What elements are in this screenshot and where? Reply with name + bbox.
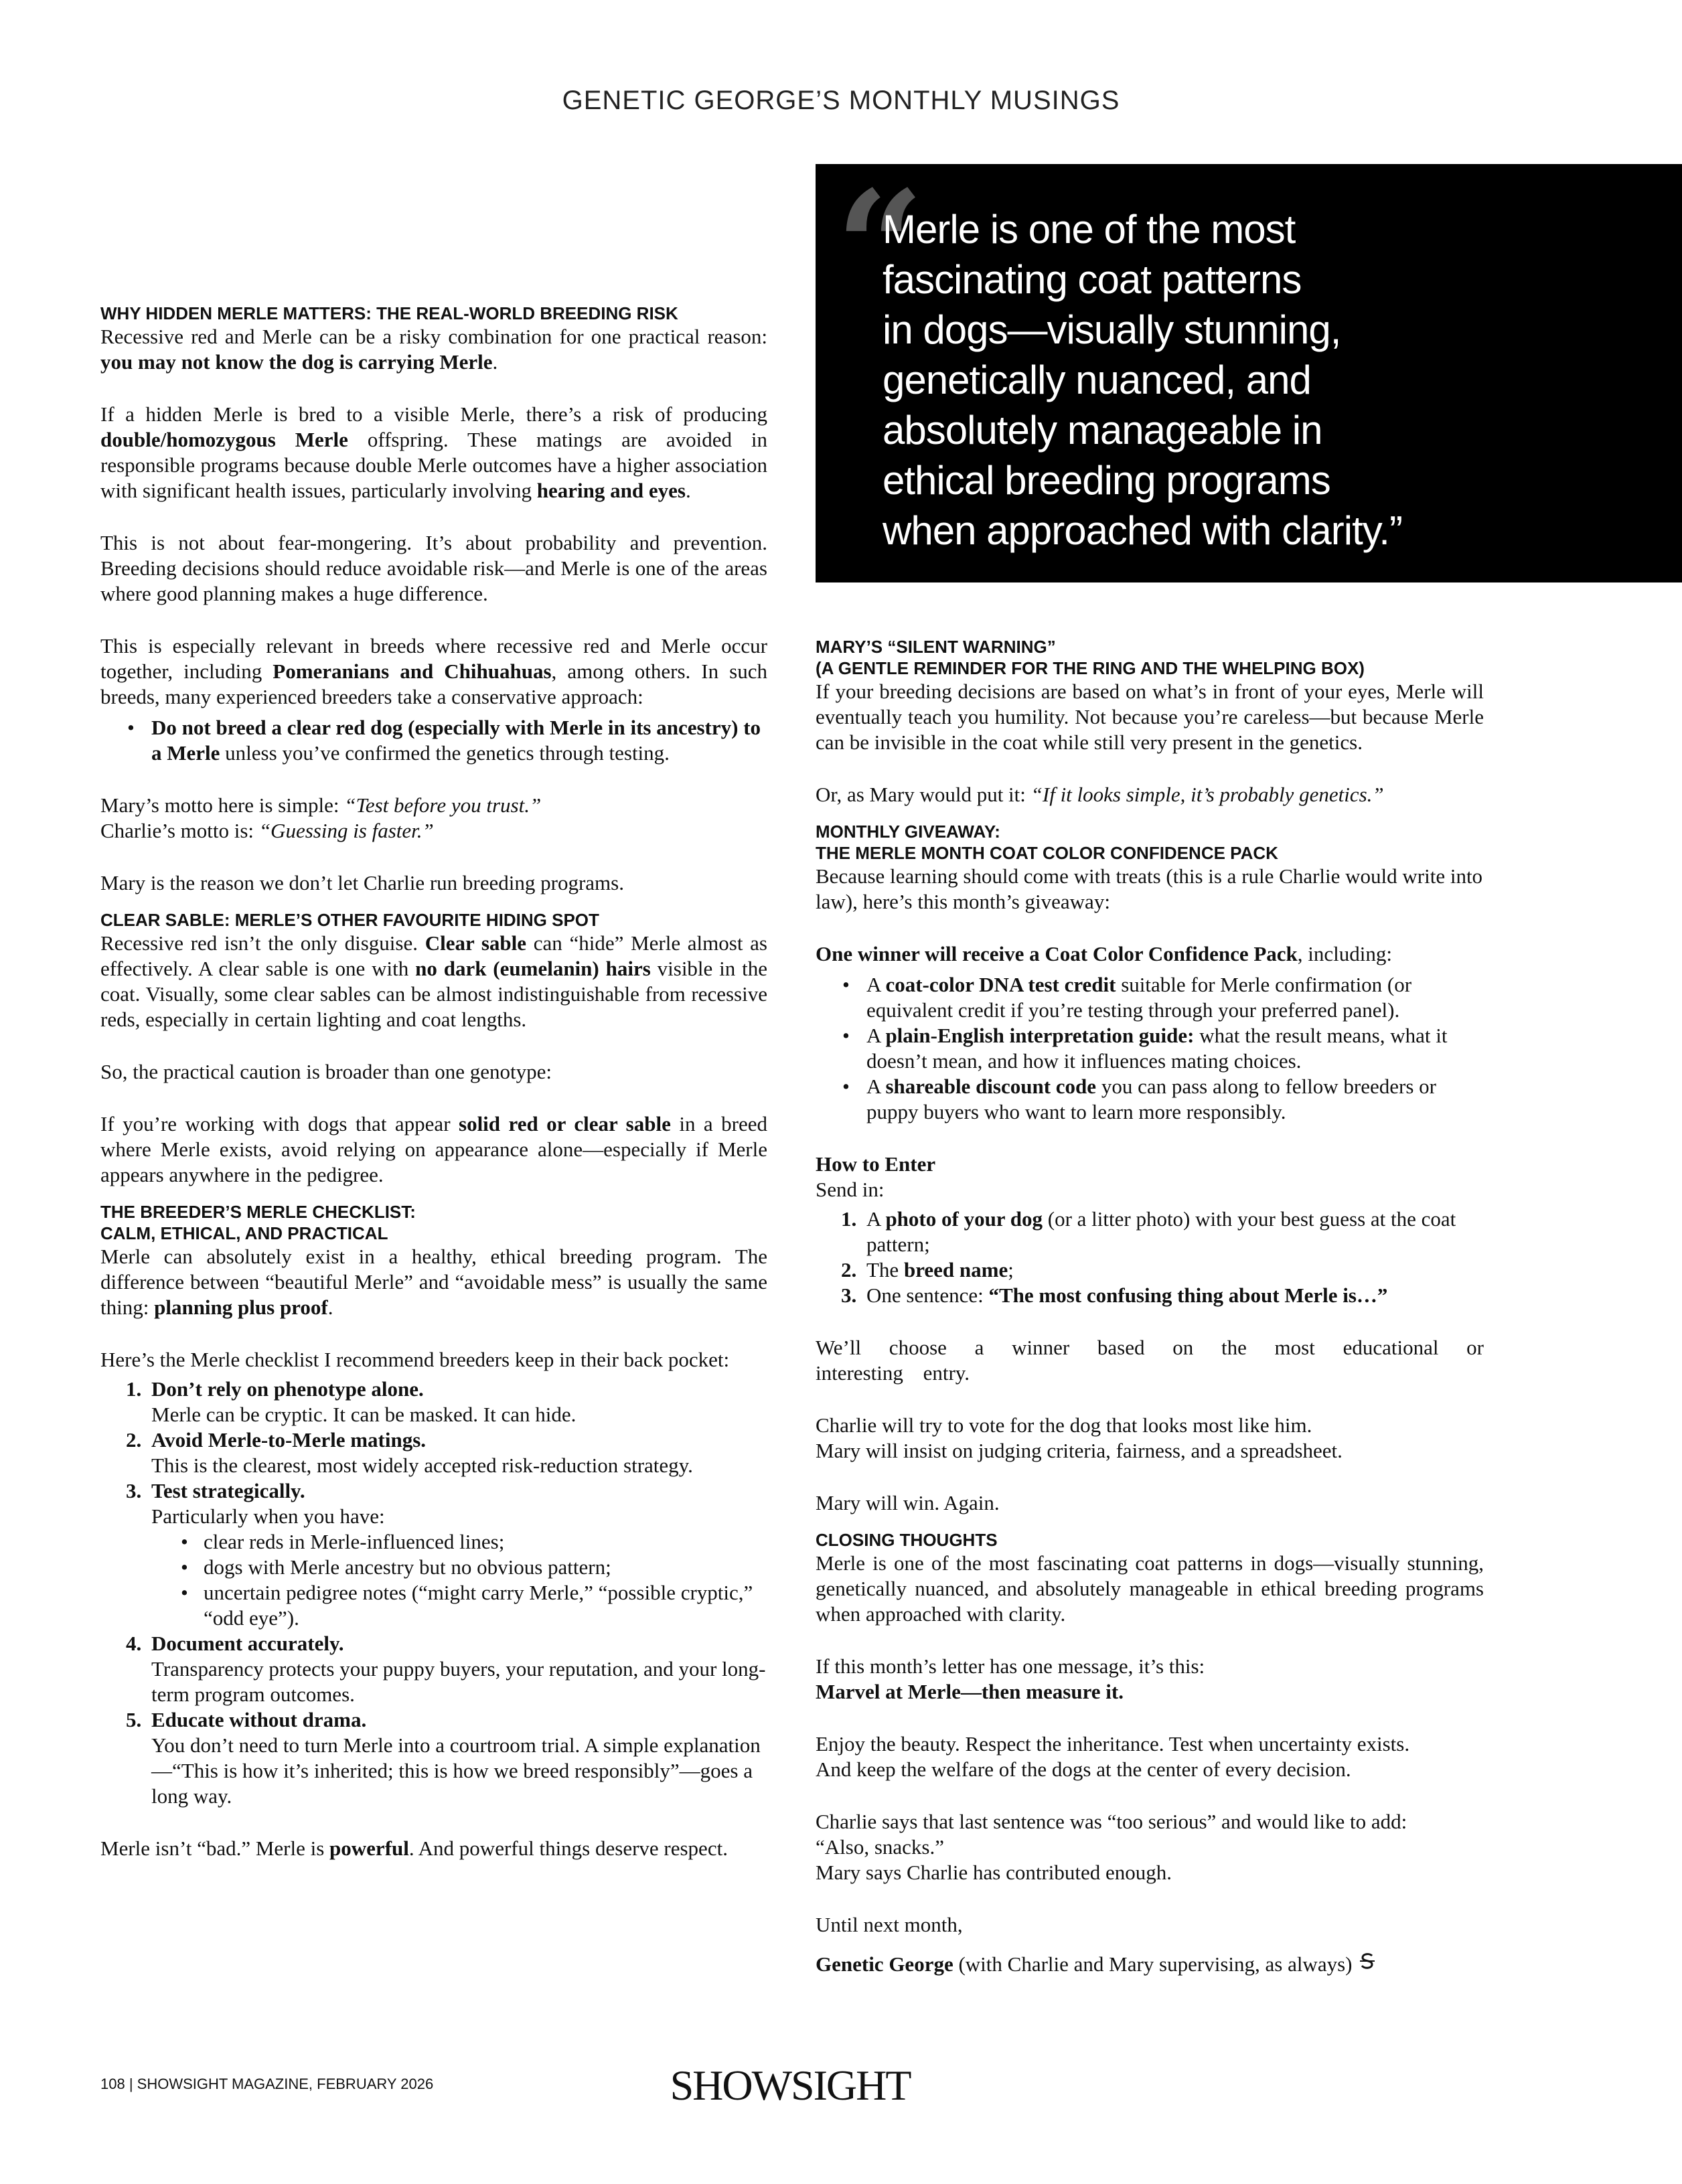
list-item: 1. A photo of your dog (or a litter photo) with your best guess at the coat pattern; [841, 1207, 1456, 1256]
pull-quote-line: Merle is one of the most [883, 207, 1296, 252]
list-item: 3. Test strategically. Particularly when you have: • clear reds in Merle-influenced lines; • dogs with Merle ancestry but no obvious pattern; • uncertain pedigree notes (“might carry Merle,” “possible cryptic,” “odd eye”). [151, 1478, 767, 1631]
test-conditions-list [151, 1529, 767, 1631]
list-item: 3. One sentence: “The most confusing thing about Merle is…” [841, 1283, 1388, 1307]
paragraph: If your breeding decisions are based on what’s in front of your eyes, Merle will eventually teach you humility. Not because you’re careless—but because Merle can be invisible in the coat while still very present in the genetics. [816, 680, 1484, 754]
paragraph: Marvel at Merle—then measure it. [816, 1680, 1124, 1703]
page-folio: 108 | SHOWSIGHT MAGAZINE, FEBRUARY 2026 [100, 2076, 434, 2092]
enter-sub: Send in: [816, 1178, 885, 1201]
list-item: 5. Educate without drama. You don’t need to turn Merle into a courtroom trial. A simple explanation—“This is how it’s inherited; this is how we breed responsibly”—goes a long way. [126, 1708, 761, 1808]
list-item: 4. Document accurately. Transparency protects your puppy buyers, your reputation, and your long-term program outcomes. [126, 1632, 766, 1706]
paragraph: Merle can absolutely exist in a healthy, ethical breeding program. The difference between “beautiful Merle” and “avoidable mess” is usually the same thing: planning plus proof. [100, 1245, 767, 1319]
paragraph: This is not about fear-mongering. It’s about probability and prevention. Breeding decisions should reduce avoidable risk—and Merle is one of the areas where good planning makes a huge difference. [100, 531, 767, 605]
pull-quote-text [883, 204, 1565, 556]
motto-mary: Mary’s motto here is simple: “Test before you trust.” [100, 793, 542, 817]
signature: Genetic George (with Charlie and Mary supervising, as always) [816, 1951, 1484, 1978]
section-heading: THE MERLE MONTH COAT COLOR CONFIDENCE PACK [816, 843, 1278, 863]
pull-quote-box [816, 157, 1682, 582]
paragraph: Charlie says that last sentence was “too serious” and would like to add: [816, 1810, 1407, 1833]
quote-mark-icon: “ [836, 157, 925, 338]
pull-quote-line: fascinating coat patterns [883, 257, 1302, 302]
paragraph: Charlie will try to vote for the dog that looks most like him. [816, 1413, 1312, 1437]
section-heading: CLOSING THOUGHTS [816, 1530, 998, 1550]
paragraph: Or, as Mary would put it: “If it looks simple, it’s probably genetics.” [816, 783, 1384, 806]
pull-quote-line: genetically nuanced, and [883, 358, 1311, 402]
enter-steps [816, 1206, 1484, 1308]
bullet-list [100, 715, 767, 766]
paragraph: Until next month, [816, 1913, 963, 1936]
section-heading: CALM, ETHICAL, AND PRACTICAL [100, 1223, 388, 1243]
pull-quote-line: absolutely manageable in [883, 408, 1322, 453]
enter-title: How to Enter [816, 1152, 936, 1176]
section-heading: THE BREEDER’S MERLE CHECKLIST: [100, 1202, 416, 1222]
list-item: 2. The breed name; [841, 1258, 1014, 1281]
paragraph: Mary will win. Again. [816, 1491, 1000, 1514]
list-item: 1. Don’t rely on phenotype alone. Merle can be cryptic. It can be masked. It can hide. [126, 1377, 577, 1426]
showsight-s-icon [1357, 1954, 1377, 1976]
paragraph: Merle isn’t “bad.” Merle is powerful. And powerful things deserve respect. [100, 1837, 728, 1860]
paragraph: If this month’s letter has one message, it’s this: [816, 1654, 1205, 1678]
paragraph: If a hidden Merle is bred to a visible Merle, there’s a risk of producing double/homozygous Merle offspring. These matings are avoided in responsible programs because double Merle outcomes have a higher association with significant health issues, particularly involving hearing and eyes. [100, 402, 767, 502]
pack-list [816, 972, 1484, 1125]
paragraph: Recessive red and Merle can be a risky combination for one practical reason: you may not know the dog is carrying Merle. [100, 325, 767, 374]
paragraph: This is especially relevant in breeds where recessive red and Merle occur together, including Pomeranians and Chihuahuas, among others. In such breeds, many experienced breeders take a conservative approach: [100, 634, 767, 708]
paragraph: If you’re working with dogs that appear solid red or clear sable in a breed where Merle exists, avoid relying on appearance alone—especially if Merle appears anywhere in the pedigree. [100, 1112, 768, 1186]
paragraph: “Also, snacks.” [816, 1835, 944, 1859]
section-heading: WHY HIDDEN MERLE MATTERS: THE REAL-WORLD BREEDING RISK [100, 303, 678, 323]
list-item: • uncertain pedigree notes (“might carry Merle,” “possible cryptic,” “odd eye”). [204, 1580, 767, 1631]
list-item: • clear reds in Merle-influenced lines; [204, 1529, 767, 1555]
paragraph: One winner will receive a Coat Color Confidence Pack, including: [816, 942, 1393, 965]
pull-quote-line: in dogs—visually stunning, [883, 307, 1341, 352]
list-item: • A shareable discount code you can pass along to fellow breeders or puppy buyers who want to learn more responsibly. [866, 1074, 1484, 1125]
list-item: 2. Avoid Merle-to-Merle matings. This is the clearest, most widely accepted risk-reduction strategy. [126, 1428, 693, 1477]
right-column [816, 636, 1484, 1978]
paragraph: Mary will insist on judging criteria, fairness, and a spreadsheet. [816, 1439, 1343, 1462]
magazine-logo: SHOWSIGHT [670, 2061, 911, 2109]
section-heading: (A GENTLE REMINDER FOR THE RING AND THE WHELPING BOX) [816, 658, 1365, 678]
list-item: • A plain-English interpretation guide: what the result means, what it doesn’t mean, and how it influences mating choices. [866, 1023, 1484, 1074]
pull-quote-line: ethical breeding programs [883, 458, 1330, 503]
section-heading: MONTHLY GIVEAWAY: [816, 822, 1000, 842]
paragraph: Recessive red isn’t the only disguise. Clear sable can “hide” Merle almost as effectively. A clear sable is one with no dark (eumelanin) hairs visible in the coat. Visually, some clear sables can be almost indistinguishable from recessive reds, especially in certain lighting and coat lengths. [100, 931, 767, 1031]
paragraph: Enjoy the beauty. Respect the inheritance. Test when uncertainty exists. [816, 1732, 1410, 1756]
section-heading: MARY’S “SILENT WARNING” [816, 637, 1056, 657]
paragraph: Mary is the reason we don’t let Charlie run breeding programs. [100, 871, 624, 894]
paragraph: Mary says Charlie has contributed enough. [816, 1861, 1172, 1884]
paragraph: Merle is one of the most fascinating coat patterns in dogs—visually stunning, genetically nuanced, and absolutely manageable in ethical breeding programs when approached with clarity. [816, 1551, 1484, 1626]
left-column [100, 303, 767, 1861]
pull-quote-line: when approached with clarity.” [883, 508, 1402, 553]
paragraph: Here’s the Merle checklist I recommend breeders keep in their back pocket: [100, 1348, 730, 1371]
checklist [100, 1377, 767, 1809]
list-item: • A coat-color DNA test credit suitable for Merle confirmation (or equivalent credit if you’re testing through your preferred panel). [866, 972, 1484, 1023]
paragraph: Because learning should come with treats (this is a rule Charlie would write into law), here’s this month’s giveaway: [816, 864, 1483, 913]
motto-charlie: Charlie’s motto is: “Guessing is faster.” [100, 819, 434, 842]
running-head: GENETIC GEORGE’S MONTHLY MUSINGS [562, 86, 1120, 115]
list-item: • dogs with Merle ancestry but no obvious pattern; [204, 1555, 767, 1580]
section-heading: CLEAR SABLE: MERLE’S OTHER FAVOURITE HIDING SPOT [100, 910, 599, 930]
paragraph: And keep the welfare of the dogs at the center of every decision. [816, 1758, 1351, 1781]
list-item: • Do not breed a clear red dog (especially with Merle in its ancestry) to a Merle unless you’ve confirmed the genetics through testing. [151, 715, 767, 766]
paragraph: We’ll choose a winner based on the most educational or interesting entry. [816, 1336, 1484, 1385]
paragraph: So, the practical caution is broader than one genotype: [100, 1060, 552, 1083]
